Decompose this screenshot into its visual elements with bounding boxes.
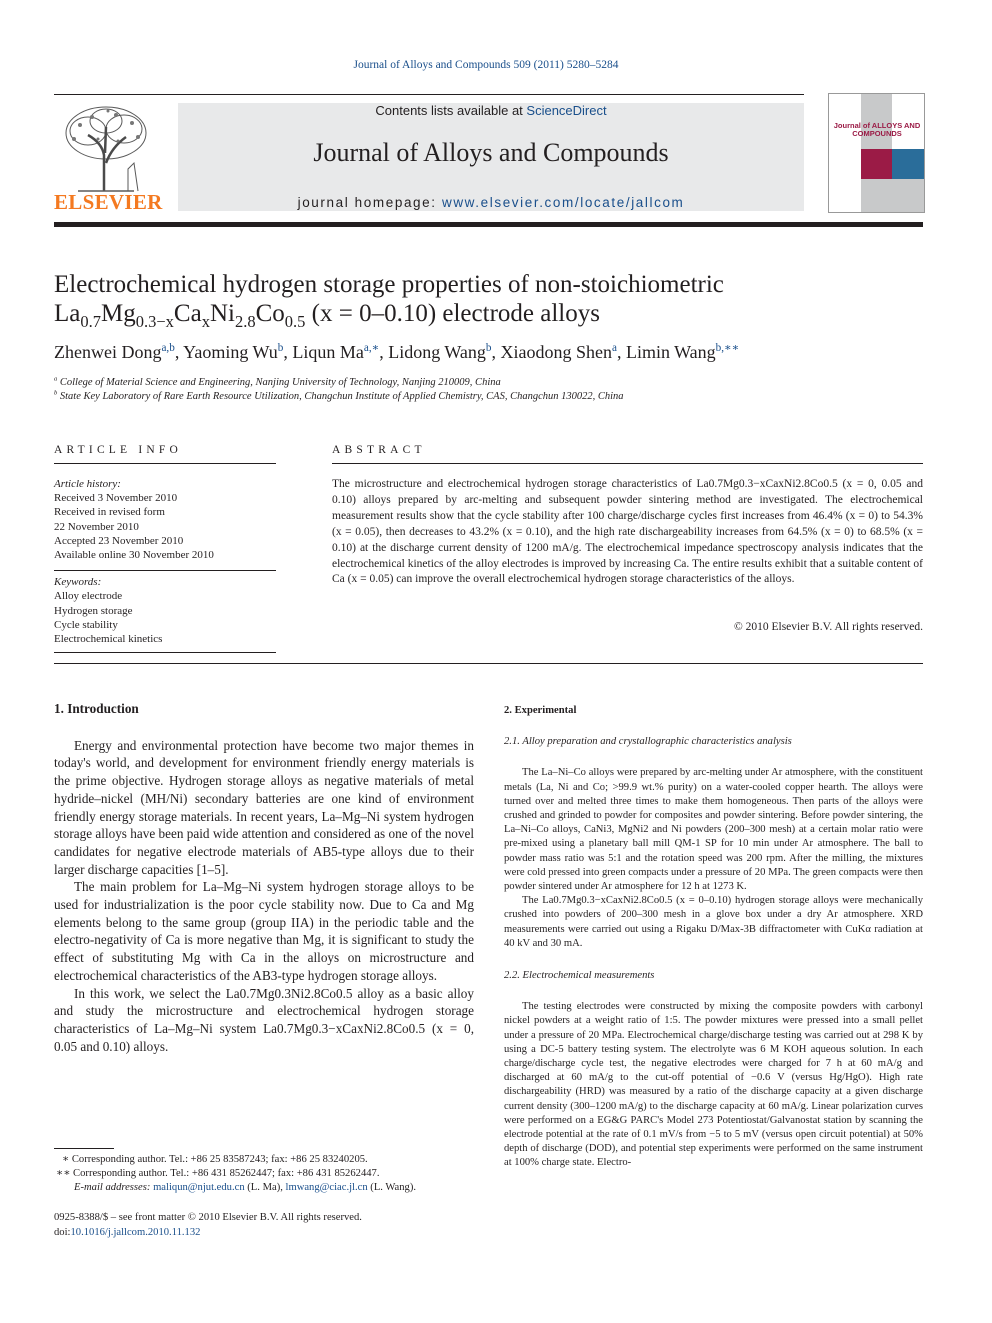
title-line-2-suffix: (x = 0–0.10) electrode alloys [305, 300, 600, 327]
author-separator: , [616, 342, 626, 362]
affiliation-mark: b [54, 389, 58, 397]
email-footnote [54, 1181, 474, 1195]
email-label: E-mail addresses: [74, 1182, 154, 1194]
author-affiliation-mark[interactable]: a [612, 342, 617, 354]
introduction-heading: 1. Introduction [54, 701, 139, 716]
journal-homepage [178, 195, 804, 210]
formula-part: x [201, 312, 210, 331]
author-name[interactable]: Zhenwei Dong [54, 342, 162, 362]
author-name[interactable]: Yaoming Wu [183, 342, 278, 362]
author-affiliation-mark[interactable]: b [485, 342, 492, 354]
formula-part: 2.8 [234, 312, 256, 331]
formula-part: Co [255, 300, 285, 327]
introduction-section [54, 700, 474, 1055]
author-affiliation-mark[interactable]: b [277, 342, 284, 354]
front-matter-rule [54, 663, 923, 664]
homepage-link[interactable]: www.elsevier.com/locate/jallcom [441, 195, 685, 210]
history-entry: Accepted 23 November 2010 [54, 534, 184, 547]
email-link[interactable]: maliqun@njut.edu.cn [153, 1182, 245, 1194]
footnote: ∗ Corresponding author. Tel.: +86 25 83587243; fax: +86 25 83240205. [62, 1154, 368, 1165]
keywords-label: Keywords: [54, 576, 102, 589]
paragraph: The testing electrodes were constructed by mixing the composite powders with carbonyl nickel powders at a weight ratio of 1:5. The powder mixtures were pressed into a small pellet under a pressure of 20 MPa. Electrochemical charge/discharge testing was carried out at 298 K by using a DC-5 battery testing system. The electrolyte was 6 M KOH aqueous solution. In each charge/discharge cycle test, the negative electrodes were charged for 7 h at 60 mA/g and discharged at 60 mA/g to the cut-off potential of −0.6 V (versus Hg/HgO). High rate dischargeability (HRD) was measured by a ratio of the discharge capacity at a given discharge current density (300–1200 mA/g) to the discharge capacity at 60 mA/g. Linear polarization curves were performed on a EG&G PARC's Model 273 Potentiostat/Galvanostat station by scanning the electrode potential at the rate of 0.1 mV/s from −5 to 5 mV (versus open circuit potential) at 50% depth of discharge (DOD), and potential step experiments were performed on the same instrument at 100% charge state. Electro- [504, 1001, 923, 1169]
affiliation-mark: a [54, 375, 58, 383]
doi-line [54, 1226, 474, 1241]
header-rule [54, 94, 804, 95]
formula-part: 0.7 [80, 312, 101, 331]
keyword: Cycle stability [54, 618, 118, 631]
abstract-heading: ABSTRACT [332, 444, 426, 456]
journal-name: Journal of Alloys and Compounds [313, 138, 669, 167]
contents-prefix: Contents lists available at [375, 103, 527, 118]
experimental-section [504, 704, 923, 1171]
author-separator: , [283, 342, 293, 362]
homepage-prefix: journal homepage: [297, 195, 442, 210]
cover-title: Journal of ALLOYS AND COMPOUNDS [833, 121, 921, 138]
history-entry: Available online 30 November 2010 [54, 549, 214, 562]
paragraph: The La0.7Mg0.3−xCaxNi2.8Co0.5 (x = 0–0.10) hydrogen storage alloys were mechanically crushed into powders of 200–300 mesh in a glove box under a dry Ar atmosphere. XRD measurements were carried out using a Rigaku D/Max-3B diffractometer with CuKα radiation at 40 kV and 30 mA. [504, 895, 923, 949]
abstract-text: The microstructure and electrochemical hydrogen storage characteristics of La0.7Mg0.3−xCaxNi2.8Co0.5 (x = 0, 0.05 and 0.10) alloys prepared by arc-melting and subsequent powder sintering method are investigated. The electrochemical measurement results show that the cycle stability after 100 charge/discharge cycles first increases from 46.4% (x = 0) to 54.3% (x = 0.05), then decreases to 43.2% (x = 0.10), and the high rate dischargeability increases from 64.5% (x = 0) to 68.5% (x = 0.10) at the discharge current density of 1200 mA/g. The electrochemical impedance spectroscopy analysis indicates that the electrochemical kinetics of the alloy electrodes is improved by increasing Ca. The entire results exhibit that a suitable content of Ca (x = 0.05) can improve the overall electrochemical hydrogen storage characteristics of the alloys. [332, 478, 923, 586]
cover-block-blue [892, 149, 924, 179]
cover-block-magenta [861, 149, 892, 179]
formula-part: La [54, 300, 81, 327]
author-list [54, 342, 934, 363]
email-owner: (L. Wang). [367, 1182, 417, 1194]
article-history-label: Article history: [54, 478, 121, 490]
doi-link[interactable]: 10.1016/j.jallcom.2010.11.132 [70, 1226, 201, 1238]
journal-citation[interactable]: Journal of Alloys and Compounds 509 (2011) 5280–5284 [353, 59, 619, 71]
author-name[interactable]: Limin Wang [625, 342, 716, 362]
keyword: Hydrogen storage [54, 604, 133, 617]
affiliation-text: College of Material Science and Engineering, Nanjing University of Technology, Nanjing 210009, China [59, 377, 501, 388]
author-separator: , [379, 342, 389, 362]
elsevier-logo [54, 103, 163, 215]
title-line-2 [54, 299, 934, 331]
author-separator: , [174, 342, 184, 362]
article-info-rule [54, 463, 276, 464]
journal-cover-thumbnail[interactable] [828, 93, 925, 213]
abstract-copyright: © 2010 Elsevier B.V. All rights reserved. [734, 621, 923, 633]
cover-block-grey [892, 179, 924, 212]
history-entry: Received in revised form [54, 506, 165, 519]
author-separator: , [491, 342, 501, 362]
author-name[interactable]: Xiaodong Shen [500, 342, 612, 362]
affiliation-text: State Key Laboratory of Rare Earth Resource Utilization, Changchun Institute of Applied Chemistry, CAS, Changchun 130022, China [59, 391, 624, 402]
author-name[interactable]: Lidong Wang [388, 342, 486, 362]
history-entry: 22 November 2010 [54, 520, 139, 533]
paragraph: The La–Ni–Co alloys were prepared by arc-melting under Ar atmosphere, with the constituent metals (La, Ni and Co; >99.9 wt.% purity) on a water-cooled copper hearth. The alloys were turned over and melted three times to make them homogeneous. Then parts of the alloys were crushed and grinded to powder for composites and powder sintering. Before powder sintering, the La–Ni–Co alloys, CaNi3, MgNi2 and Ni powders (200–300 mesh) at a certain molar ratio were pre-mixed using a planetary ball mill QM-1 SP for 10 min under Ar atmosphere. The ball to powder mass ratio was 5:1 and the rotation speed was 200 rpm. After the milling, the mixtures were cold pressed into green compacts under a pressure of 20 MPa. The green compacts were then powder sintered under Ar atmosphere for 12 h at 1273 K. [504, 767, 923, 893]
abstract-rule [332, 463, 923, 464]
affiliations [54, 376, 934, 404]
formula-part: Mg [101, 300, 136, 327]
paragraph: Energy and environmental protection have become two major themes in today's world, and development for environment friendly energy materials is the prime objective. Hydrogen storage alloys as negative materials of metal hydride–nickel (MH/Ni) secondary batteries are one kind of environment friendly energy storage materials. In recent years, La–Mg–Ni system hydrogen storage alloys have been paid wide attention and considered as one of the novel candidates for negative electrode materials of AB5-type alloys due to their larger discharge capacities [1–5]. [54, 737, 474, 877]
title-line-1: Electrochemical hydrogen storage properties of non-stoichiometric [54, 271, 724, 298]
sciencedirect-link[interactable]: ScienceDirect [526, 103, 607, 118]
formula-part: 0.3−x [135, 312, 174, 331]
issn-line: 0925-8388/$ – see front matter © 2010 Elsevier B.V. All rights reserved. [54, 1212, 362, 1223]
author-affiliation-mark[interactable]: a,∗ [363, 342, 380, 354]
formula-part: Ca [173, 300, 202, 327]
history-entry: Received 3 November 2010 [54, 492, 178, 505]
paragraph: In this work, we select the La0.7Mg0.3Ni2.8Co0.5 alloy as a basic alloy and study the microstructure and electrochemical hydrogen storage characteristics of La–Mg–Ni system La0.7Mg0.3−xCaxNi2.8Co0.5 (x = 0, 0.05 and 0.10) alloys. [54, 985, 474, 1054]
article-info-heading: ARTICLE INFO [54, 444, 182, 456]
formula-part: 0.5 [284, 312, 306, 331]
paragraph: The main problem for La–Mg–Ni system hydrogen storage alloys to be used for industrialization is the poor cycle stability now. Due to Ca and Mg elements belong to the same group (group IIA) in the periodic table and the electro-negativity of Ca is more negative than Mg, it is significant to study the effect of substituting Mg with Ca in the alloys on microstructure and electrochemical characteristics of the AB3-type hydrogen storage alloys. [54, 879, 474, 983]
elsevier-wordmark: ELSEVIER [54, 190, 163, 214]
contents-line [178, 103, 804, 118]
affiliation [54, 390, 934, 404]
author-name[interactable]: Liqun Ma [292, 342, 364, 362]
footnote-rule [54, 1148, 114, 1149]
keywords-rule [54, 570, 276, 571]
front-matter-notice [54, 1211, 474, 1240]
subsection-heading: 2.2. Electrochemical measurements [504, 970, 655, 982]
masthead-divider [54, 222, 923, 227]
subsection-heading: 2.1. Alloy preparation and crystallographic characteristics analysis [504, 736, 792, 748]
article-info-bottom-rule [54, 652, 276, 653]
affiliation [54, 376, 934, 390]
article-title [54, 270, 934, 331]
email-owner: (L. Ma), [244, 1182, 286, 1194]
experimental-heading: 2. Experimental [504, 705, 577, 716]
footnote: ∗∗ Corresponding author. Tel.: +86 431 85262447; fax: +86 431 85262447. [56, 1168, 380, 1180]
elsevier-tree-icon [58, 103, 154, 195]
author-affiliation-mark[interactable]: a,b [161, 342, 175, 354]
doi-label: doi: [54, 1226, 71, 1238]
footnotes [54, 1153, 474, 1196]
article-info [54, 477, 276, 653]
keyword: Electrochemical kinetics [54, 633, 163, 646]
author-affiliation-mark[interactable]: b,∗∗ [715, 342, 740, 354]
keyword: Alloy electrode [54, 590, 123, 603]
formula-part: Ni [209, 300, 235, 327]
email-link[interactable]: lmwang@ciac.jl.cn [285, 1182, 368, 1194]
